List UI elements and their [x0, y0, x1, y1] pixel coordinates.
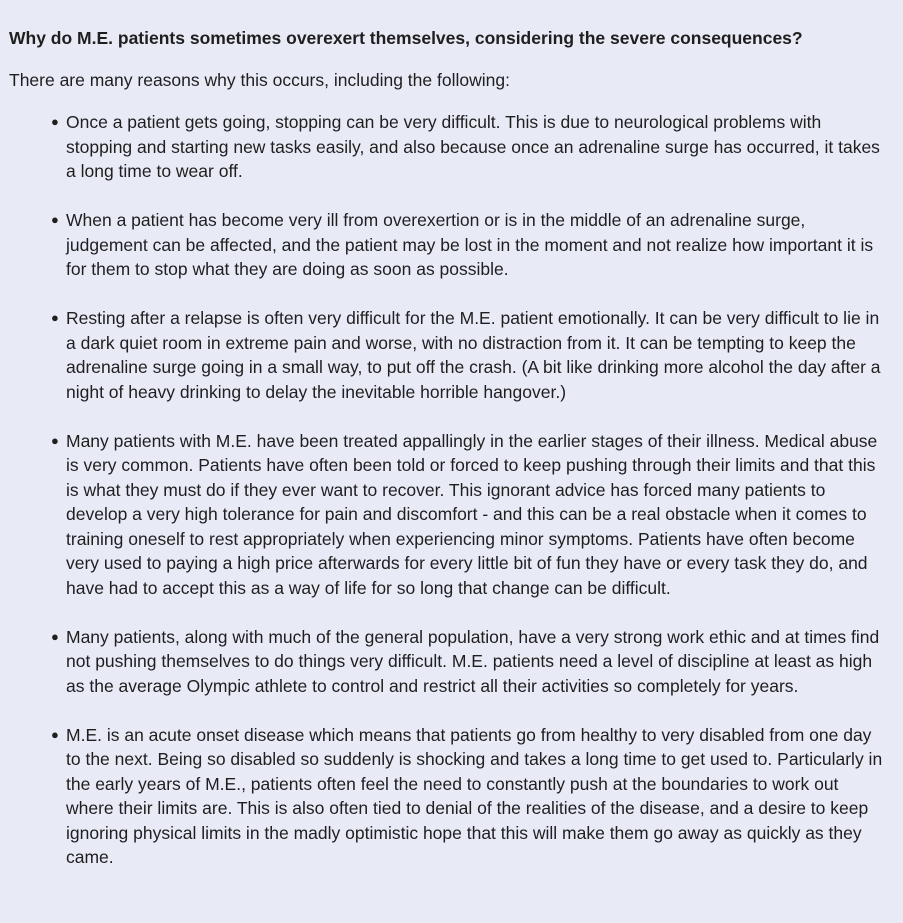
page-title: Why do M.E. patients sometimes overexert themselves, considering the severe consequences?	[9, 28, 803, 48]
list-item	[51, 208, 889, 282]
reasons-list	[9, 110, 889, 870]
bullet-icon: ●	[51, 432, 59, 448]
list-item	[51, 723, 889, 870]
list-item-text: Many patients, along with much of the general population, have a very strong work ethic and at times find not pushing themselves to do things very difficult. M.E. patients need a level of discipline at least as high as the average Olympic athlete to control and restrict all their activities so completely for years.	[66, 626, 880, 696]
list-item	[51, 110, 889, 184]
list-item-text: Resting after a relapse is often very difficult for the M.E. patient emotionally. It can be very difficult to lie in a dark quiet room in extreme pain and worse, with no distraction from it. It can be tempting to keep the adrenaline surge going in a small way, to put off the crash. (A bit like drinking more alcohol the day after a night of heavy drinking to delay the inevitable horrible hangover.)	[66, 308, 881, 402]
list-item-text: When a patient has become very ill from overexertion or is in the middle of an adrenaline surge, judgement can be affected, and the patient may be lost in the moment and not realize how important it is for them to stop what they are doing as soon as possible.	[66, 210, 874, 279]
bullet-icon: ●	[51, 114, 59, 129]
bullet-icon: ●	[51, 310, 59, 325]
list-item	[51, 625, 889, 699]
intro-text: There are many reasons why this occurs, including the following:	[9, 70, 510, 90]
bullet-icon: ●	[51, 628, 59, 644]
bullet-icon: ●	[51, 212, 59, 227]
list-item	[51, 306, 889, 404]
list-item-text: M.E. is an acute onset disease which means that patients go from healthy to very disabled from one day to the next. Being so disabled so suddenly is shocking and takes a long time to get used to. Particularly in the early years of M.E., patients often feel the need to constantly push at the boundaries to work out where their limits are. This is also often tied to denial of the realities of the disease, and a desire to keep ignoring physical limits in the madly optimistic hope that this will make them go away as quickly as they came.	[66, 724, 883, 867]
list-item-text: Many patients with M.E. have been treated appallingly in the earlier stages of their illness. Medical abuse is very common. Patients have often been told or forced to keep pushing through their limits and that this is what they must do if they ever want to recover. This ignorant advice has forced many patients to develop a very high tolerance for pain and discomfort - and this can be a real obstacle when it comes to training oneself to rest appropriately when experiencing minor symptoms. Patients have often become very used to paying a high price afterwards for every little bit of fun they have or every task they do, and have had to accept this as a way of life for so long that change can be difficult.	[66, 430, 878, 598]
document-content	[9, 26, 889, 894]
list-item	[51, 429, 889, 601]
list-item-text: Once a patient gets going, stopping can be very difficult. This is due to neurological problems with stopping and starting new tasks easily, and also because once an adrenaline surge has occurred, it takes a long time to wear off.	[66, 112, 880, 181]
bullet-icon: ●	[51, 726, 59, 742]
